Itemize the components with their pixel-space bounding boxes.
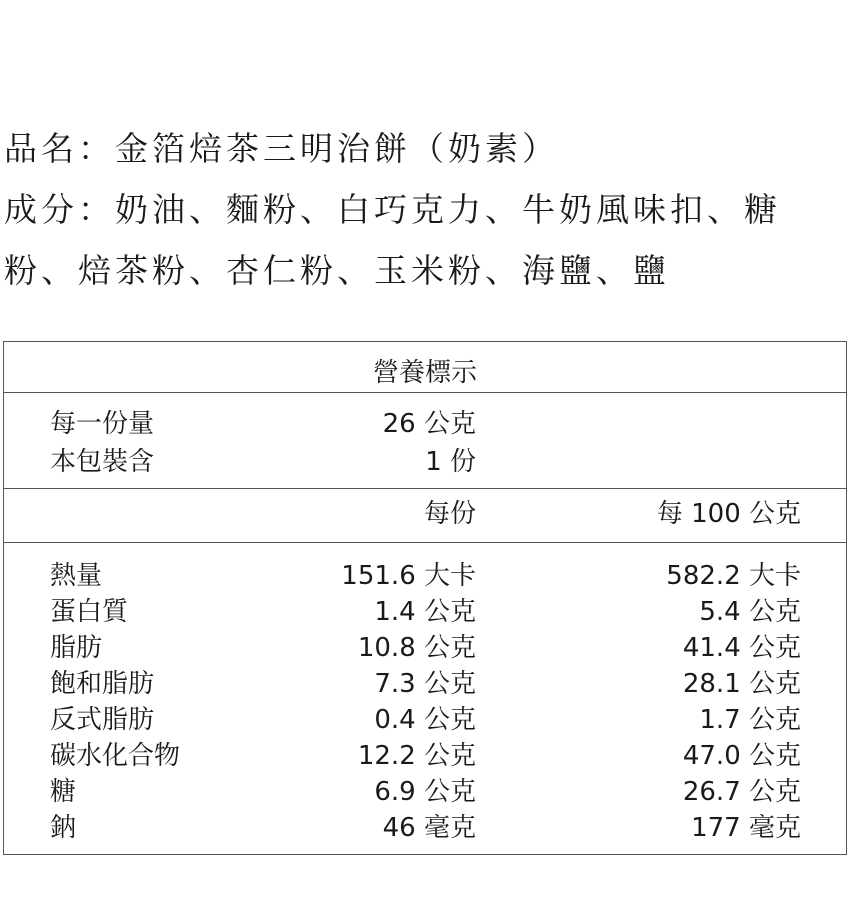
- nutrient-row: [4, 558, 846, 594]
- nutrient-per-serving: 12.2 公克: [357, 741, 476, 771]
- serving-size-label: 每一份量: [50, 409, 155, 439]
- serving-size-value: 26 公克: [382, 409, 476, 439]
- nutrient-per-serving: 1.4 公克: [374, 597, 476, 627]
- nutrient-row: [4, 702, 846, 738]
- nutrient-label: 反式脂肪: [50, 705, 155, 735]
- nutrient-per-serving: 10.8 公克: [357, 633, 476, 663]
- nutrient-row: [4, 810, 846, 846]
- nutrient-row: [4, 738, 846, 774]
- serving-info: [4, 392, 846, 489]
- nutrition-title: 營養標示: [372, 358, 477, 388]
- nutrient-label: 鈉: [50, 813, 77, 843]
- nutrient-per-serving: 151.6 大卡: [341, 561, 476, 591]
- nutrient-label: 蛋白質: [50, 597, 129, 627]
- servings-label: 本包裝含: [50, 447, 155, 477]
- nutrient-label: 碳水化合物: [50, 741, 181, 771]
- nutrient-label: 熱量: [50, 561, 103, 591]
- ingredients-line-1: 成分：奶油、麵粉、白巧克力、牛奶風味扣、糖: [4, 190, 781, 229]
- nutrient-label: 糖: [50, 777, 77, 807]
- nutrient-row: [4, 774, 846, 810]
- nutrient-row: [4, 594, 846, 630]
- column-header-per-serving: 每份: [423, 499, 476, 529]
- nutrient-per-serving: 6.9 公克: [374, 777, 476, 807]
- nutrient-row: [4, 630, 846, 666]
- nutrient-per-100g: 177 毫克: [691, 813, 801, 843]
- nutrient-label: 飽和脂肪: [50, 669, 155, 699]
- nutrient-per-100g: 5.4 公克: [699, 597, 801, 627]
- nutrient-per-100g: 582.2 大卡: [666, 561, 801, 591]
- servings-value: 1 份: [425, 447, 476, 477]
- nutrition-table: [3, 341, 847, 855]
- column-header-per-100g: 每 100 公克: [656, 499, 801, 529]
- nutrient-per-serving: 0.4 公克: [374, 705, 476, 735]
- nutrient-per-100g: 28.1 公克: [682, 669, 801, 699]
- ingredients-line-2: 粉、焙茶粉、杏仁粉、玉米粉、海鹽、鹽: [4, 251, 670, 290]
- nutrient-per-100g: 47.0 公克: [682, 741, 801, 771]
- nutrient-per-100g: 41.4 公克: [682, 633, 801, 663]
- nutrient-rows: [4, 558, 846, 846]
- nutrition-title-row: [4, 342, 846, 393]
- nutrient-per-100g: 26.7 公克: [682, 777, 801, 807]
- product-name: 品名：金箔焙茶三明治餅（奶素）: [4, 129, 559, 168]
- nutrient-per-100g: 1.7 公克: [699, 705, 801, 735]
- nutrient-row: [4, 666, 846, 702]
- product-info: [4, 118, 846, 301]
- nutrient-per-serving: 46 毫克: [382, 813, 476, 843]
- column-header-row: [4, 488, 846, 543]
- nutrient-per-serving: 7.3 公克: [374, 669, 476, 699]
- nutrient-label: 脂肪: [50, 633, 103, 663]
